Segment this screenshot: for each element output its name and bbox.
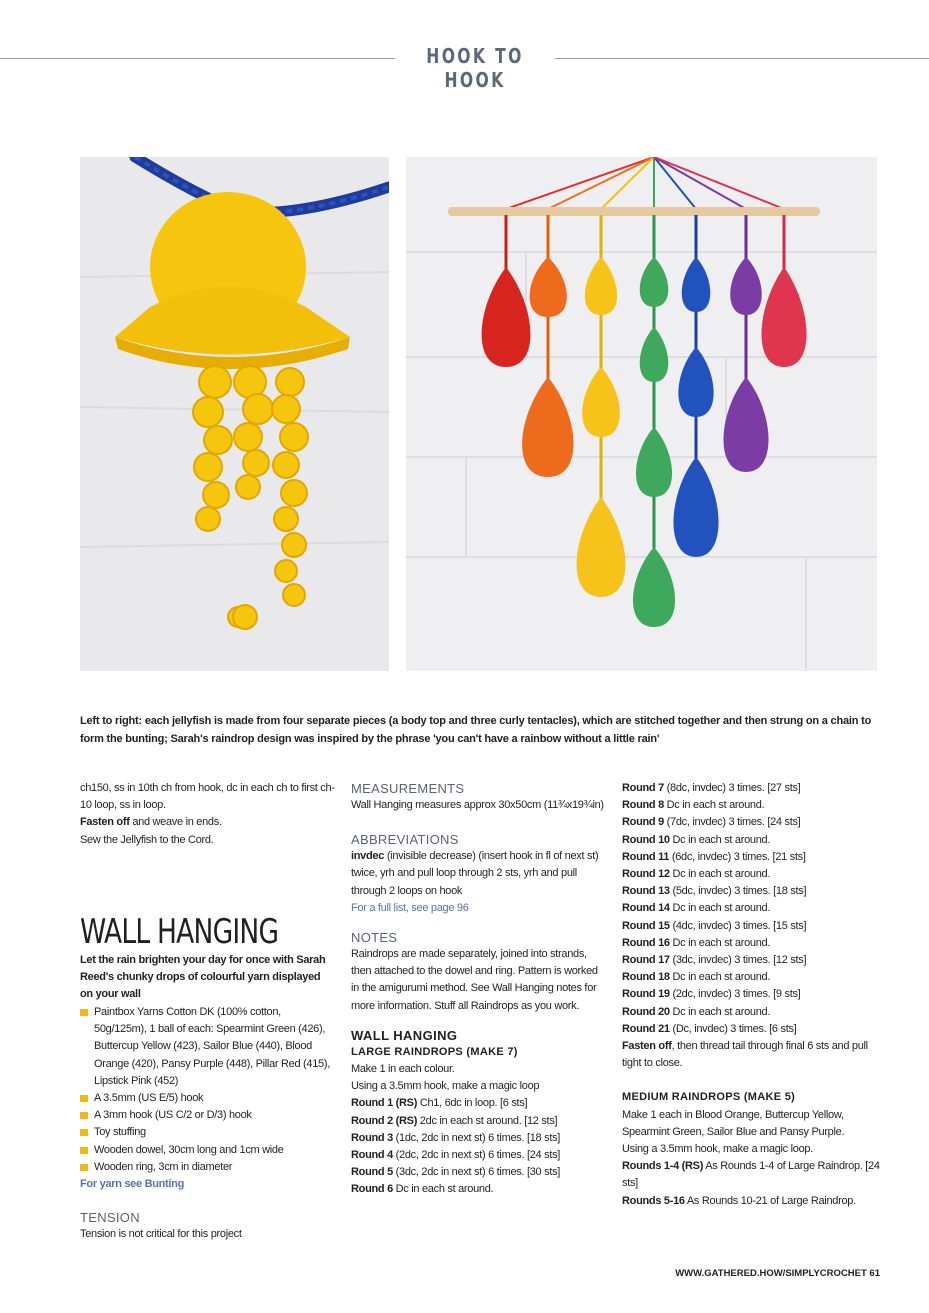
tension-heading: TENSION: [80, 1210, 140, 1225]
tension-section: [80, 1209, 332, 1243]
fasten-off-line: Fasten off and weave in ends.: [80, 816, 222, 829]
tension-text: Tension is not critical for this project: [80, 1228, 242, 1240]
list-item: Paintbox Yarns Cotton DK (100% cotton, 50g/125m), 1 ball of each: Spearmint Green (426), Buttercup Yellow (423), Sailor Blue (440), Blood Orange (420), Pansy Purple (448), Pillar Red (415), Lipstick Pink (452): [80, 1004, 332, 1090]
round-line: Round 4 (2dc, 2dc in next st) 6 times. [24 sts]: [351, 1149, 561, 1162]
column-1: [80, 780, 335, 849]
round-line: Rounds 1-4 (RS) As Rounds 1-4 of Large Raindrop. [24 sts]: [622, 1160, 880, 1190]
round-line: Round 12 Dc in each st around.: [622, 868, 771, 881]
footer-url[interactable]: WWW.GATHERED.HOW/SIMPLYCROCHET: [675, 1268, 867, 1279]
bullet-square-icon: [80, 1112, 88, 1119]
list-item: A 3.5mm (US E/5) hook: [80, 1090, 332, 1107]
medium-raindrops-heading: MEDIUM RAINDROPS (MAKE 5): [622, 1091, 796, 1104]
materials-list: [80, 1004, 332, 1193]
bullet-square-icon: [80, 1009, 88, 1016]
round-line: Round 20 Dc in each st around.: [622, 1005, 771, 1018]
notes-text: Raindrops are made separately, joined into strands, then attached to the dowel and ring. Pattern is worked in the amigurumi method. See Wall Hanging notes for more information. Stuff all Raindrops as you work.: [351, 948, 598, 1012]
wall-hanging-intro: Let the rain brighten your day for once with Sarah Reed's chunky drops of colourful yarn displayed on your wall: [80, 954, 326, 1001]
large-raindrops-heading: LARGE RAINDROPS (MAKE 7): [351, 1045, 518, 1058]
abbreviations-link[interactable]: For a full list, see page 96: [351, 901, 469, 914]
list-item: A 3mm hook (US C/2 or D/3) hook: [80, 1107, 332, 1124]
raindrop-illustration: [406, 157, 877, 671]
yarn-reference-link[interactable]: For yarn see Bunting: [80, 1178, 185, 1191]
round-line: Round 16 Dc in each st around.: [622, 936, 771, 949]
sew-instruction: Sew the Jellyfish to the Cord.: [80, 833, 214, 846]
round-line: Round 10 Dc in each st around.: [622, 833, 771, 846]
medium-make-text: Make 1 each in Blood Orange, Buttercup Yellow, Spearmint Green, Sailor Blue and Pansy Purple.: [622, 1108, 845, 1138]
measurements-text: Wall Hanging measures approx 30x50cm (11¾x19¾in): [351, 799, 604, 811]
round-line: Round 19 (2dc, invdec) 3 times. [9 sts]: [622, 988, 801, 1001]
raindrop-wall-hanging-photo: [406, 157, 877, 671]
header-rule-right: [555, 58, 929, 59]
make-instruction: Make 1 in each colour.: [351, 1063, 455, 1076]
bullet-square-icon: [80, 1129, 88, 1136]
round-line: Round 21 (Dc, invdec) 3 times. [6 sts]: [622, 1022, 797, 1035]
page-number: 61: [869, 1268, 880, 1279]
round-line: Round 18 Dc in each st around.: [622, 971, 771, 984]
abbreviation-invdec: invdec (invisible decrease) (insert hook in fl of next st) twice, yrh and pull loop through 2 sts, yrh and pull through 2 loops on hook: [351, 850, 599, 897]
column-3: [622, 780, 880, 1210]
cord-instructions: ch150, ss in 10th ch from hook, dc in each ch to first ch-10 loop, ss in loop.: [80, 782, 335, 812]
bullet-square-icon: [80, 1147, 88, 1154]
photo-caption: Left to right: each jellyfish is made from four separate pieces (a body top and three curly tentacles), which are stitched together and then strung on a chain to form the bunting; Sarah's raindrop design was inspired by the phrase 'you can't have a rainbow without a little rain': [80, 715, 872, 745]
measurements-heading: MEASUREMENTS: [351, 781, 465, 796]
wall-hanging-title: WALL HANGING: [80, 912, 279, 952]
round-line: Round 15 (4dc, invdec) 3 times. [15 sts]: [622, 919, 807, 932]
round-line: Round 9 (7dc, invdec) 3 times. [24 sts]: [622, 816, 801, 829]
round-line: Round 3 (1dc, 2dc in next st) 6 times. [18 sts]: [351, 1131, 561, 1144]
notes-heading: NOTES: [351, 930, 398, 946]
round-line: Round 7 (8dc, invdec) 3 times. [27 sts]: [622, 782, 801, 794]
jellyfish-illustration: [80, 157, 389, 671]
bullet-square-icon: [80, 1164, 88, 1171]
section-title: HOOK TO HOOK: [426, 44, 524, 92]
round-line: Round 5 (3dc, 2dc in next st) 6 times. [30 sts]: [351, 1166, 561, 1179]
header-rule-left: [0, 58, 395, 59]
list-item: Wooden dowel, 30cm long and 1cm wide: [80, 1142, 332, 1159]
round-line: Round 17 (3dc, invdec) 3 times. [12 sts]: [622, 954, 807, 967]
medium-hook-instruction: Using a 3.5mm hook, make a magic loop.: [622, 1143, 813, 1156]
abbreviations-heading: ABBREVIATIONS: [351, 832, 459, 848]
round-line: Round 11 (6dc, invdec) 3 times. [21 sts]: [622, 850, 806, 863]
round-line: Round 6 Dc in each st around.: [351, 1183, 494, 1196]
round-line: Round 1 (RS) Ch1, 6dc in loop. [6 sts]: [351, 1097, 528, 1110]
round-line: Round 8 Dc in each st around.: [622, 799, 765, 812]
round-line: Round 2 (RS) 2dc in each st around. [12 sts]: [351, 1114, 558, 1127]
round-line: Round 14 Dc in each st around.: [622, 902, 771, 915]
round-line: Round 13 (5dc, invdec) 3 times. [18 sts]: [622, 885, 807, 898]
hook-instruction: Using a 3.5mm hook, make a magic loop: [351, 1080, 540, 1093]
bullet-square-icon: [80, 1095, 88, 1102]
jellyfish-photo: [80, 157, 389, 671]
fasten-off-line: Fasten off, then thread tail through final 6 sts and pull tight to close.: [622, 1040, 868, 1070]
list-item: Toy stuffing: [80, 1124, 332, 1141]
page-footer: [560, 1268, 880, 1279]
round-line: Rounds 5-16 As Rounds 10-21 of Large Raindrop.: [622, 1194, 856, 1207]
column-2: [351, 780, 606, 1199]
wall-hanging-heading: WALL HANGING: [351, 1027, 458, 1043]
list-item: Wooden ring, 3cm in diameter: [80, 1159, 332, 1176]
